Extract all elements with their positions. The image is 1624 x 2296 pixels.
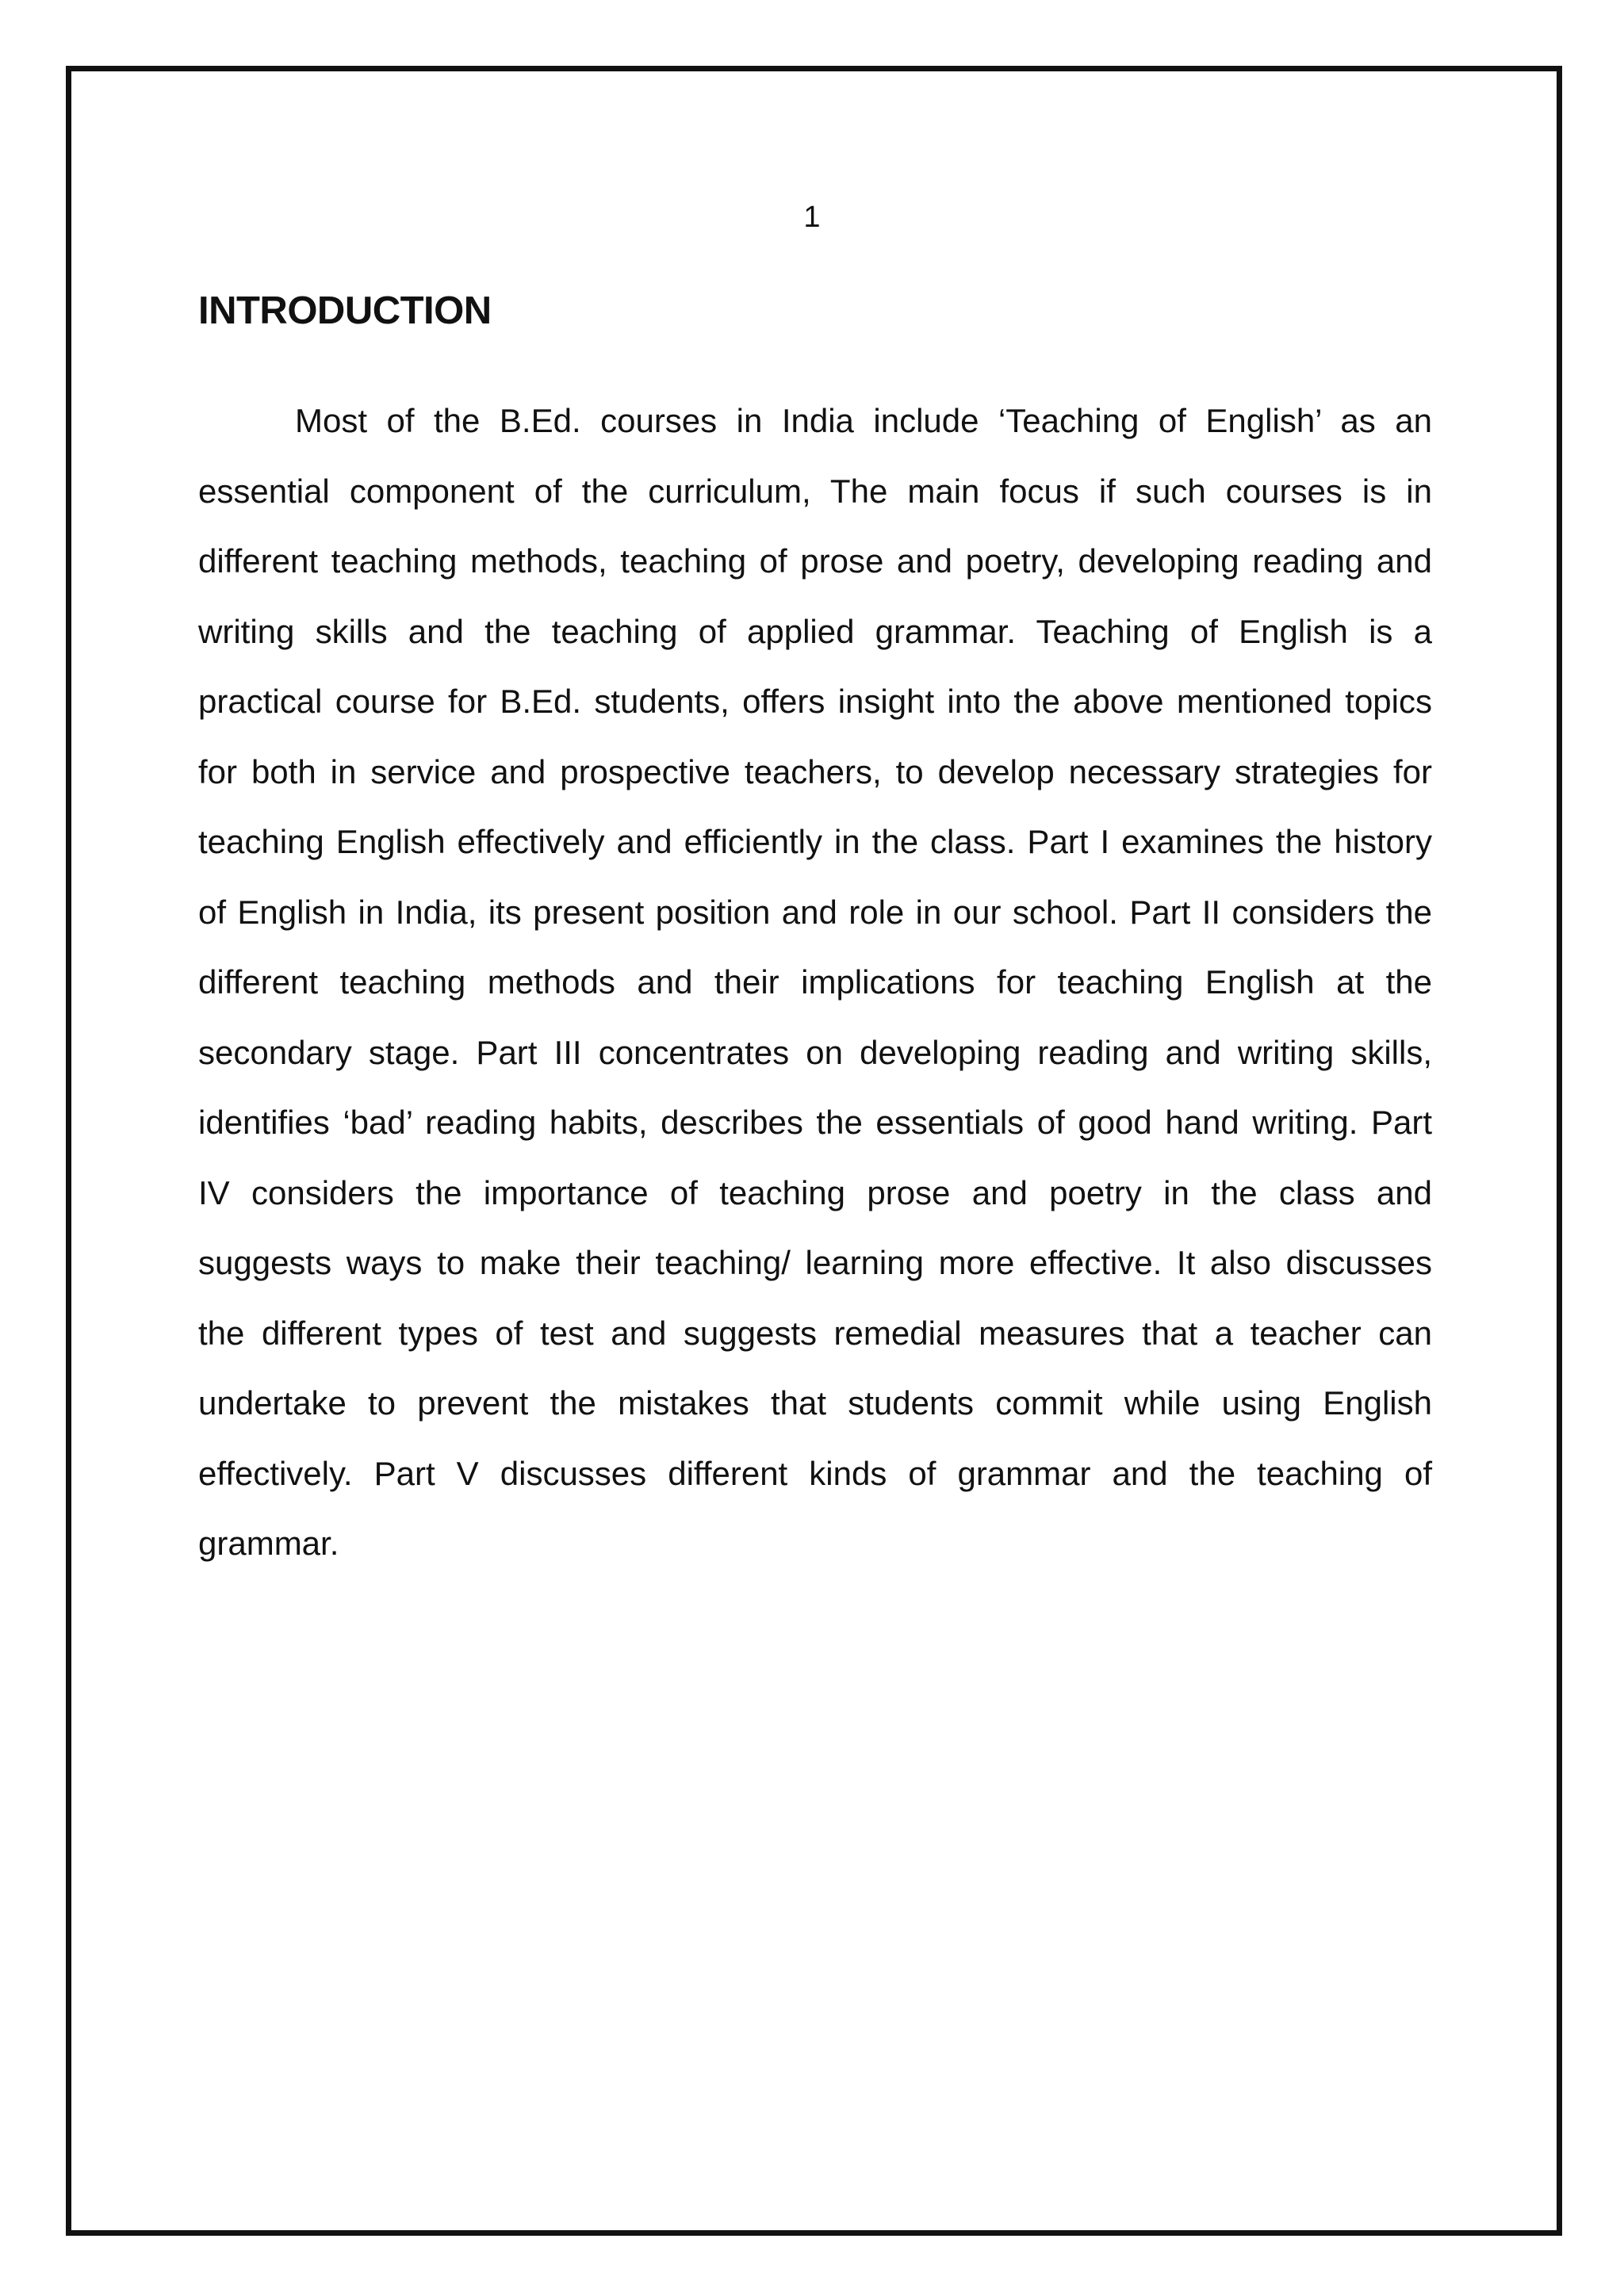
page-number: 1 (803, 201, 821, 234)
introduction-paragraph: Most of the B.Ed. courses in India include ‘Teaching of English’ as an essential component of the curriculum, The main focus if such courses is in different teaching methods, teaching of prose and poetry, developing reading and writing skills and the teaching of applied grammar. Teaching of English is a practical course for B.Ed. students, offers insight into the above mentioned topics for both in service and prospective teachers, to develop necessary strategies for teaching English effectively and efficiently in the class. Part I examines the history of English in India, its present position and role in our school. Part II considers the different teaching methods and their implications for teaching English at the secondary stage. Part III concentrates on developing reading and writing skills, identifies ‘bad’ reading habits, describes the essentials of good hand writing. Part IV considers the importance of teaching prose and poetry in the class and suggests ways to make their teaching/ learning more effective. It also discusses the different types of test and suggests remedial measures that a teacher can undertake to prevent the mistakes that students commit while using English effectively. Part V discusses different kinds of grammar and the teaching of grammar. (198, 402, 1432, 1562)
section-heading: INTRODUCTION (198, 289, 492, 332)
